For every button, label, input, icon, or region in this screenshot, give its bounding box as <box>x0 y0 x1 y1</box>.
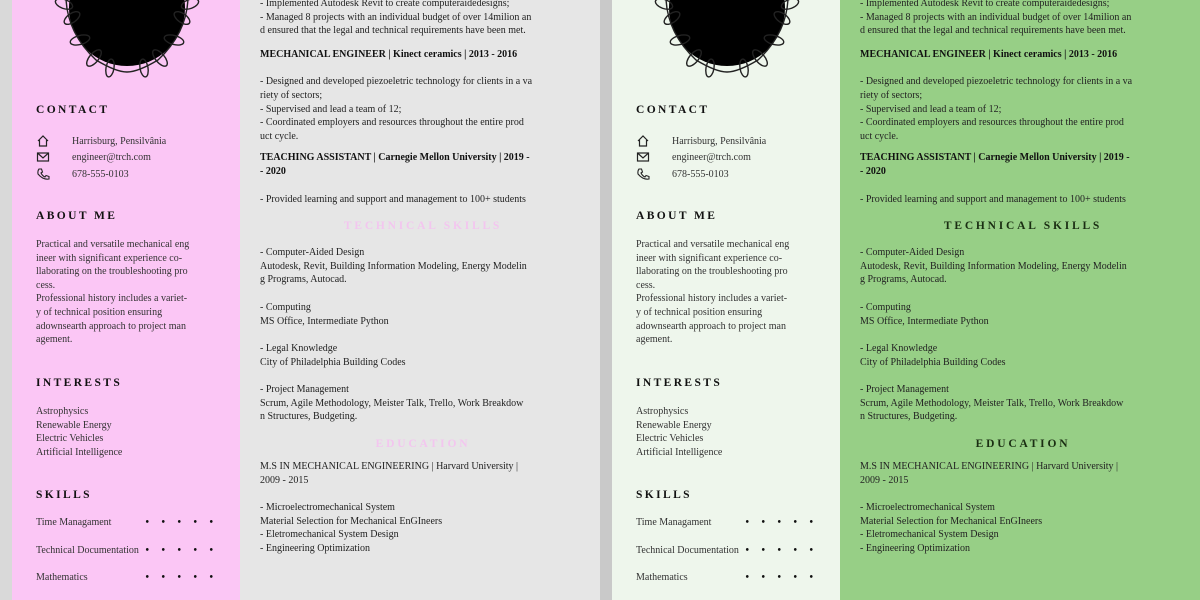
skill-row: Technical Documentation • • • • • <box>36 545 218 556</box>
envelope-icon <box>36 150 50 164</box>
skill-rating: • • • • • <box>745 572 818 583</box>
contact-address-text: Harrisburg, Pensilvânia <box>672 135 767 147</box>
job-title: TEACHING ASSISTANT | Carnegie Mellon University | 2019 - <box>260 152 530 164</box>
technical-skills-title: TECHNICAL SKILLS <box>943 220 1103 233</box>
contact-phone-text: 678-555-0103 <box>72 168 129 180</box>
resume-pink-variant <box>12 0 600 600</box>
skill-row: Mathematics • • • • • <box>36 572 218 583</box>
phone-icon <box>636 167 650 181</box>
skill-rating: • • • • • <box>745 545 818 556</box>
skill-rating: • • • • • <box>145 572 218 583</box>
skill-rating: • • • • • <box>745 517 818 528</box>
job-title: MECHANICAL ENGINEER | Kinect ceramics | 2013 - 2016 <box>860 48 1118 60</box>
interests-title: INTERESTS <box>636 377 723 389</box>
home-icon <box>636 134 650 148</box>
about-text: Practical and versatile mechanical eng ineer with significant experience co- llaborating on the troubleshooting pro cess. Professional history includes a variet- y of technical position ensuring adownsearth approach to project man agement. <box>36 239 190 346</box>
list-item: Electric Vehicles <box>36 433 104 445</box>
resume-main: - Implemented Autodesk Revit to create computeraidedesigns; - Managed 8 projects with an individual budget of over 14milion an d ensured that the legal and technical requirements have been met. MECHANICAL ENGINEER | Kinect ceramics | 2013 - 2016 - Designed and developed piezoeletric technology for clients in a va riety of sectors; - Supervised and lead a team of 12; - Coordinated employers and resources throughout the entire prod uct cycle. TEACHING ASSISTANT | Carnegie Mellon University | 2019 - - 2020 - Provided learning and support and management to 100+ students TECHNICAL SKILLS - Computer-Aided Design Autodesk, Revit, Building Information Modeling, Energy Modelin g Programs, Autocad. - Computing MS Office, Intermediate Python - Legal Knowledge City of Philadelphia Building Codes - Project Management Scrum, Agile Methodology, Meister Talk, Trello, Work Breakdow n Structures, Budgeting. EDUCATION M.S IN MECHANICAL ENGINEERING | Harvard University | 2009 - 2015 - Microelectromechanical System Material Selection for Mechanical EnGIneers - Eletromechanical System Design - Engineering Optimization <box>240 0 600 600</box>
phone-icon <box>36 167 50 181</box>
technical-skills-title: TECHNICAL SKILLS <box>343 220 503 233</box>
list-item: Renewable Energy <box>36 419 112 431</box>
contact-phone <box>636 166 729 182</box>
list-item: Artificial Intelligence <box>36 446 123 458</box>
list-item: Renewable Energy <box>636 419 712 431</box>
about-text: Practical and versatile mechanical eng ineer with significant experience co- llaborating on the troubleshooting pro cess. Professional history includes a variet- y of technical position ensuring adownsearth approach to project man agement. <box>636 239 790 346</box>
education-title: EDUCATION <box>975 438 1071 451</box>
list-item: Artificial Intelligence <box>636 446 723 458</box>
contact-email-text: engineer@trch.com <box>672 151 751 163</box>
skill-row: Time Managament • • • • • <box>636 517 818 528</box>
contact-address <box>636 133 766 149</box>
about-title: ABOUT ME <box>636 210 718 222</box>
interests-list <box>36 405 226 459</box>
about-title: ABOUT ME <box>36 210 118 222</box>
skill-row: Time Managament • • • • • <box>36 517 218 528</box>
laurel-logo-icon <box>636 0 818 80</box>
list-item: Astrophysics <box>36 406 89 417</box>
center-divider <box>600 0 612 600</box>
skills-title: SKILLS <box>36 489 92 501</box>
contact-phone <box>36 166 129 182</box>
resume-sidebar <box>12 0 240 600</box>
skill-row: Mathematics • • • • • <box>636 572 818 583</box>
skill-rating: • • • • • <box>145 517 218 528</box>
contact-address <box>36 133 166 149</box>
interests-list <box>636 405 826 459</box>
contact-address-text: Harrisburg, Pensilvânia <box>72 135 167 147</box>
contact-email-text: engineer@trch.com <box>72 151 151 163</box>
interests-title: INTERESTS <box>36 377 123 389</box>
contact-title: CONTACT <box>36 104 110 116</box>
job-title: TEACHING ASSISTANT | Carnegie Mellon University | 2019 - <box>860 152 1130 164</box>
resume-green-variant <box>612 0 1200 600</box>
resume-sidebar <box>612 0 840 600</box>
list-item: Electric Vehicles <box>636 433 704 445</box>
education-title: EDUCATION <box>375 438 471 451</box>
contact-email <box>636 149 751 165</box>
skills-title: SKILLS <box>636 489 692 501</box>
list-item: Astrophysics <box>636 406 689 417</box>
envelope-icon <box>636 150 650 164</box>
contact-title: CONTACT <box>636 104 710 116</box>
contact-email <box>36 149 151 165</box>
job-title: MECHANICAL ENGINEER | Kinect ceramics | 2013 - 2016 <box>260 48 518 60</box>
skill-row: Technical Documentation • • • • • <box>636 545 818 556</box>
home-icon <box>36 134 50 148</box>
skill-rating: • • • • • <box>145 545 218 556</box>
resume-main: - Implemented Autodesk Revit to create computeraidedesigns; - Managed 8 projects with an individual budget of over 14milion an d ensured that the legal and technical requirements have been met. MECHANICAL ENGINEER | Kinect ceramics | 2013 - 2016 - Designed and developed piezoeletric technology for clients in a va riety of sectors; - Supervised and lead a team of 12; - Coordinated employers and resources throughout the entire prod uct cycle. TEACHING ASSISTANT | Carnegie Mellon University | 2019 - - 2020 - Provided learning and support and management to 100+ students TECHNICAL SKILLS - Computer-Aided Design Autodesk, Revit, Building Information Modeling, Energy Modelin g Programs, Autocad. - Computing MS Office, Intermediate Python - Legal Knowledge City of Philadelphia Building Codes - Project Management Scrum, Agile Methodology, Meister Talk, Trello, Work Breakdow n Structures, Budgeting. EDUCATION M.S IN MECHANICAL ENGINEERING | Harvard University | 2009 - 2015 - Microelectromechanical System Material Selection for Mechanical EnGIneers - Eletromechanical System Design - Engineering Optimization <box>840 0 1200 600</box>
contact-phone-text: 678-555-0103 <box>672 168 729 180</box>
laurel-logo-icon <box>36 0 218 80</box>
